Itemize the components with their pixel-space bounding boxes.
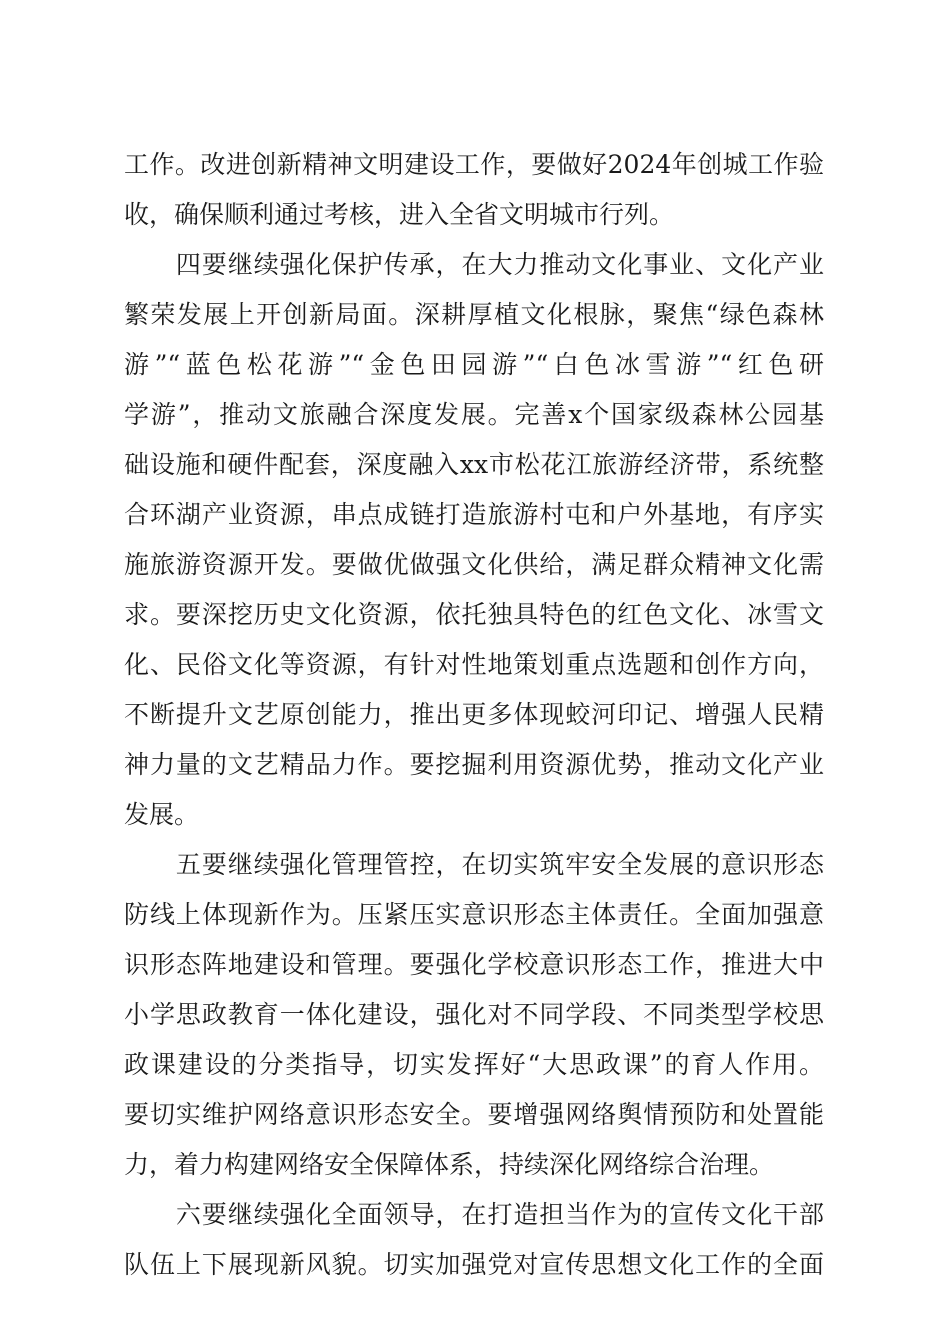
paragraph-continuation	[124, 140, 824, 240]
paragraph-culture-heritage	[124, 240, 824, 840]
text-line: 防线上体现新作为。压紧压实意识形态主体责任。全面加强意	[124, 900, 824, 929]
text-line: 化、民俗文化等资源，有针对性地策划重点选题和创作方向，	[124, 650, 824, 679]
text-line: 施旅游资源开发。要做优做强文化供给，满足群众精神文化需	[124, 550, 824, 579]
text-line: 求。要深挖历史文化资源，依托独具特色的红色文化、冰雪文	[124, 600, 824, 629]
text-line: 小学思政教育一体化建设，强化对不同学段、不同类型学校思	[124, 1000, 824, 1029]
text-line: 合环湖产业资源，串点成链打造旅游村屯和户外基地，有序实	[124, 500, 824, 529]
text-line: 四要继续强化保护传承，在大力推动文化事业、文化产业	[124, 250, 824, 279]
paragraph-ideology-management	[124, 840, 824, 1190]
paragraph-leadership	[124, 1190, 824, 1290]
text-line: 力，着力构建网络安全保障体系，持续深化网络综合治理。	[124, 1150, 775, 1179]
text-line: 政课建设的分类指导，切实发挥好“大思政课”的育人作用。	[124, 1050, 824, 1079]
text-line: 神力量的文艺精品力作。要挖掘利用资源优势，推动文化产业	[124, 750, 824, 779]
text-line: 发展。	[124, 800, 200, 829]
body-text	[124, 140, 824, 1290]
text-line: 识形态阵地建设和管理。要强化学校意识形态工作，推进大中	[124, 950, 824, 979]
text-line: 繁荣发展上开创新局面。深耕厚植文化根脉，聚焦“绿色森林	[124, 300, 824, 329]
text-line: 础设施和硬件配套，深度融入xx市松花江旅游经济带，系统整	[124, 450, 824, 479]
text-line: 五要继续强化管理管控，在切实筑牢安全发展的意识形态	[124, 850, 824, 879]
text-line: 工作。改进创新精神文明建设工作，要做好2024年创城工作验	[124, 150, 824, 179]
text-line: 不断提升文艺原创能力，推出更多体现蛟河印记、增强人民精	[124, 700, 824, 729]
text-line: 游”“蓝色松花游”“金色田园游”“白色冰雪游”“红色研	[124, 350, 824, 379]
text-line: 学游”，推动文旅融合深度发展。完善x个国家级森林公园基	[124, 400, 824, 429]
text-line: 收，确保顺利通过考核，进入全省文明城市行列。	[124, 200, 675, 229]
text-line: 队伍上下展现新风貌。切实加强党对宣传思想文化工作的全面	[124, 1250, 824, 1279]
text-line: 六要继续强化全面领导，在打造担当作为的宣传文化干部	[124, 1200, 824, 1229]
text-line: 要切实维护网络意识形态安全。要增强网络舆情预防和处置能	[124, 1100, 824, 1129]
